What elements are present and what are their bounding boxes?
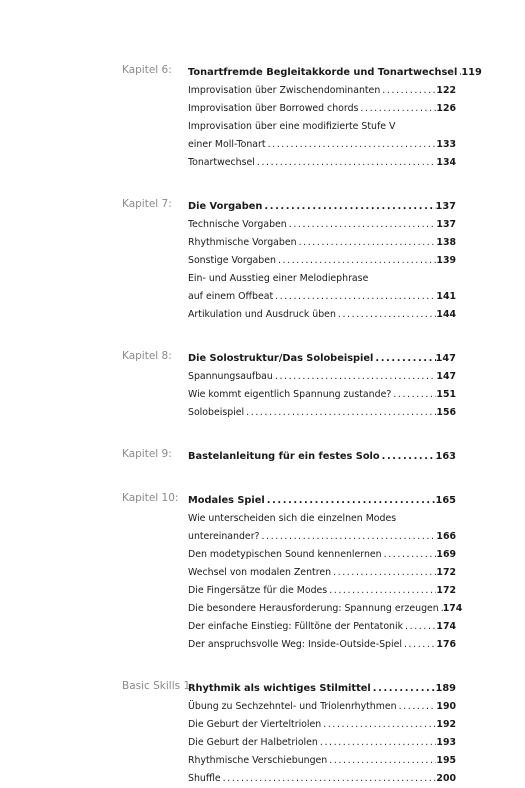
page-number: 119 xyxy=(461,67,482,78)
dot-leader xyxy=(273,368,437,386)
entry-title: Rhythmik als wichtiges Stilmittel xyxy=(188,683,371,694)
chapter-entries xyxy=(188,64,482,172)
chapter-label: Kapitel 9: xyxy=(122,448,172,460)
toc-chapter xyxy=(0,448,525,466)
toc-chapter xyxy=(0,492,525,654)
chapter-title-entry[interactable] xyxy=(188,198,456,216)
chapter-title-entry[interactable] xyxy=(188,350,456,368)
entry-title: Technische Vorgaben xyxy=(188,219,287,230)
page-number: 144 xyxy=(436,309,456,320)
entry-title: Improvisation über Borrowed chords xyxy=(188,103,359,114)
toc-entry[interactable] xyxy=(188,698,456,716)
toc-entry[interactable] xyxy=(188,288,456,306)
toc-entry[interactable] xyxy=(188,234,456,252)
entry-title: Wie kommt eigentlich Spannung zustande? xyxy=(188,389,392,400)
chapter-label: Kapitel 6: xyxy=(122,64,172,76)
entry-title: auf einem Offbeat xyxy=(188,291,274,302)
entry-title: Modales Spiel xyxy=(188,495,265,506)
chapter-entries xyxy=(188,492,463,654)
toc-entry[interactable] xyxy=(188,306,456,324)
chapter-label: Kapitel 8: xyxy=(122,350,172,362)
toc-entry[interactable] xyxy=(188,528,456,546)
page-number: 200 xyxy=(436,773,456,784)
dot-leader xyxy=(336,306,437,324)
dot-leader xyxy=(327,752,436,770)
toc-chapter xyxy=(0,198,525,324)
page-number: 156 xyxy=(436,407,456,418)
chapter-spacer xyxy=(0,466,525,492)
entry-title: Spannungsaufbau xyxy=(188,371,273,382)
page-number: 166 xyxy=(436,531,456,542)
entry-title: Der anspruchsvolle Weg: Inside-Outside-Spiel xyxy=(188,639,402,650)
dot-leader xyxy=(358,100,436,118)
chapter-title-entry[interactable] xyxy=(188,492,456,510)
page-number: 122 xyxy=(436,85,456,96)
toc-chapter xyxy=(0,350,525,422)
dot-leader xyxy=(265,492,436,510)
chapter-spacer xyxy=(0,654,525,680)
dot-leader xyxy=(273,288,436,306)
dot-leader xyxy=(297,234,437,252)
entry-title: Den modetypischen Sound kennenlernen xyxy=(188,549,382,560)
page-number: 174 xyxy=(442,603,463,614)
page-number: 192 xyxy=(436,719,456,730)
page-number: 126 xyxy=(436,103,456,114)
chapter-spacer xyxy=(0,172,525,198)
dot-leader xyxy=(391,386,436,404)
entry-title: Übung zu Sechzehntel- und Triolenrhythmen xyxy=(188,701,397,712)
entry-title: Improvisation über Zwischendominanten xyxy=(188,85,381,96)
entry-title: Bastelanleitung für ein festes Solo xyxy=(188,451,380,462)
toc-entry[interactable] xyxy=(188,734,456,752)
page-number: 138 xyxy=(436,237,456,248)
page-number: 174 xyxy=(436,621,456,632)
page-number: 147 xyxy=(436,371,456,382)
dot-leader xyxy=(287,216,437,234)
page-number: 147 xyxy=(435,353,456,364)
toc-entry[interactable] xyxy=(188,716,456,734)
chapter-title-entry[interactable] xyxy=(188,448,456,466)
chapter-entries xyxy=(188,198,456,324)
toc-entry[interactable] xyxy=(188,546,456,564)
dot-leader xyxy=(260,528,437,546)
dot-leader xyxy=(380,448,436,466)
page-number: 165 xyxy=(435,495,456,506)
entry-title: Wechsel von modalen Zentren xyxy=(188,567,332,578)
toc-entry[interactable] xyxy=(188,270,456,288)
toc-entry[interactable] xyxy=(188,386,456,404)
dot-leader xyxy=(331,564,436,582)
entry-title: Die besondere Herausforderung: Spannung erzeugen xyxy=(188,603,439,614)
page-number: 193 xyxy=(436,737,456,748)
toc-entry[interactable] xyxy=(188,510,456,528)
dot-leader xyxy=(276,252,436,270)
chapter-spacer xyxy=(0,324,525,350)
page-number: 139 xyxy=(436,255,456,266)
entry-title: untereinander? xyxy=(188,531,260,542)
toc-entry[interactable] xyxy=(188,136,456,154)
entry-title: Tonartfremde Begleitakkorde und Tonartwechsel xyxy=(188,67,458,78)
toc-entry[interactable] xyxy=(188,82,456,100)
toc-chapter xyxy=(0,64,525,172)
toc-entry[interactable] xyxy=(188,100,456,118)
page-number: 137 xyxy=(436,219,456,230)
dot-leader xyxy=(397,698,437,716)
entry-title: Ein- und Ausstieg einer Melodiephrase xyxy=(188,273,369,284)
entry-title: Wie unterscheiden sich die einzelnen Modes xyxy=(188,513,397,524)
page-number: 189 xyxy=(435,683,456,694)
dot-leader xyxy=(327,582,436,600)
chapter-entries xyxy=(188,350,456,422)
toc-entry[interactable] xyxy=(188,618,456,636)
toc-entry[interactable] xyxy=(188,404,456,422)
page-number: 172 xyxy=(436,585,456,596)
page-number: 190 xyxy=(436,701,456,712)
toc-entry[interactable] xyxy=(188,752,456,770)
page-number: 163 xyxy=(435,451,456,462)
dot-leader xyxy=(402,636,436,654)
dot-leader xyxy=(262,198,435,216)
dot-leader xyxy=(318,734,437,752)
page-number: 137 xyxy=(435,201,456,212)
toc-entry[interactable] xyxy=(188,118,456,136)
page-number: 195 xyxy=(436,755,456,766)
dot-leader xyxy=(403,618,436,636)
page-number: 172 xyxy=(436,567,456,578)
entry-title: Solobeispiel xyxy=(188,407,245,418)
entry-title: Artikulation und Ausdruck üben xyxy=(188,309,336,320)
toc-entry[interactable] xyxy=(188,216,456,234)
table-of-contents xyxy=(0,64,525,788)
toc-entry[interactable] xyxy=(188,368,456,386)
page-number: 176 xyxy=(436,639,456,650)
entry-title: Die Geburt der Halbetriolen xyxy=(188,737,318,748)
chapter-entries xyxy=(188,680,456,788)
dot-leader xyxy=(321,716,436,734)
dot-leader xyxy=(244,404,436,422)
chapter-label: Kapitel 7: xyxy=(122,198,172,210)
page-number: 134 xyxy=(436,157,456,168)
dot-leader xyxy=(382,546,437,564)
chapter-title-entry[interactable] xyxy=(188,64,482,82)
toc-entry[interactable] xyxy=(188,154,456,172)
entry-title: Shuffle xyxy=(188,773,221,784)
chapter-label: Basic Skills 1: xyxy=(122,680,194,692)
dot-leader xyxy=(266,136,437,154)
entry-title: einer Moll-Tonart xyxy=(188,139,266,150)
entry-title: Die Geburt der Vierteltriolen xyxy=(188,719,322,730)
entry-title: Rhythmische Verschiebungen xyxy=(188,755,328,766)
toc-entry[interactable] xyxy=(188,564,456,582)
toc-entry[interactable] xyxy=(188,582,456,600)
entry-title: Der einfache Einstieg: Fülltöne der Pentatonik xyxy=(188,621,404,632)
chapter-label: Kapitel 10: xyxy=(122,492,179,504)
entry-title: Die Fingersätze für die Modes xyxy=(188,585,328,596)
dot-leader xyxy=(373,350,435,368)
toc-entry[interactable] xyxy=(188,600,463,618)
entry-title: Sonstige Vorgaben xyxy=(188,255,276,266)
dot-leader xyxy=(371,680,436,698)
dot-leader xyxy=(380,82,436,100)
entry-title: Tonartwechsel xyxy=(188,157,255,168)
chapter-entries xyxy=(188,448,456,466)
page-number: 133 xyxy=(436,139,456,150)
page-number: 141 xyxy=(436,291,456,302)
entry-title: Die Vorgaben xyxy=(188,201,263,212)
toc-chapter xyxy=(0,680,525,788)
entry-title: Rhythmische Vorgaben xyxy=(188,237,297,248)
entry-title: Die Solostruktur/Das Solobeispiel xyxy=(188,353,374,364)
chapter-title-entry[interactable] xyxy=(188,680,456,698)
toc-entry[interactable] xyxy=(188,770,456,788)
page-number: 151 xyxy=(436,389,456,400)
dot-leader xyxy=(255,154,437,172)
entry-title: Improvisation über eine modifizierte Stufe V xyxy=(188,121,396,132)
chapter-spacer xyxy=(0,422,525,448)
page-number: 169 xyxy=(436,549,456,560)
toc-entry[interactable] xyxy=(188,252,456,270)
dot-leader xyxy=(221,770,437,788)
toc-entry[interactable] xyxy=(188,636,456,654)
